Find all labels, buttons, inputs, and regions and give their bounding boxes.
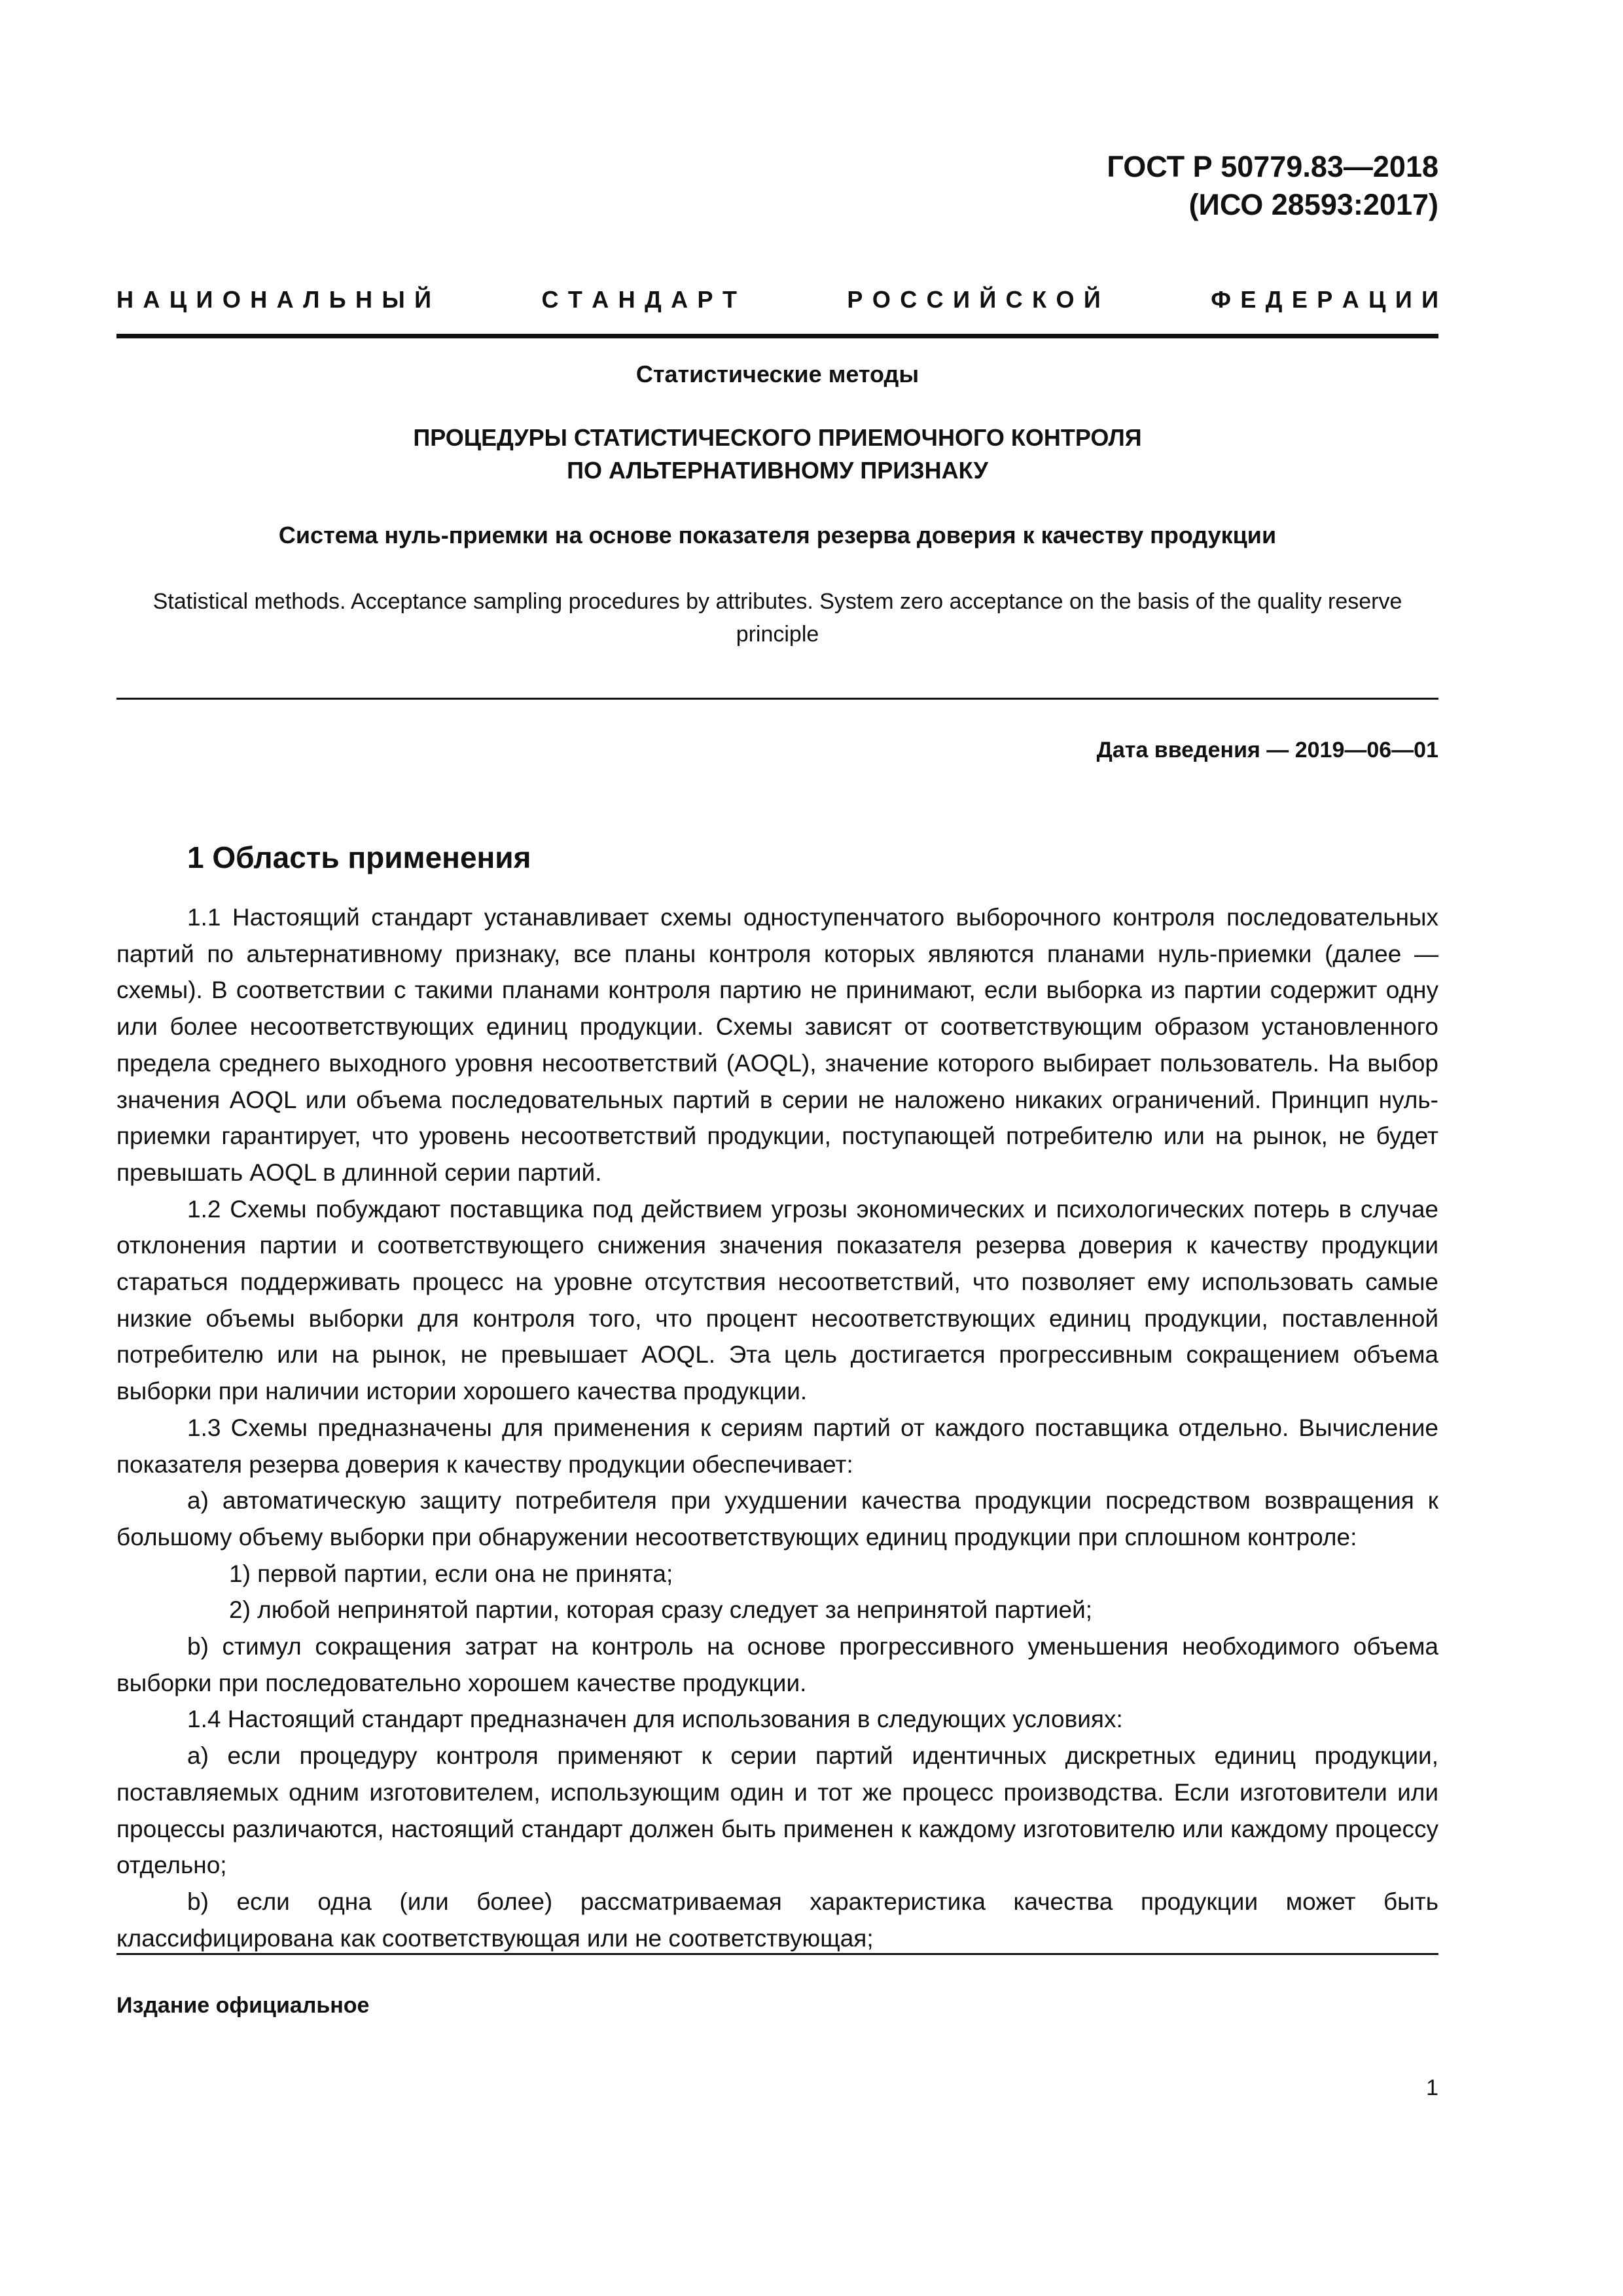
sub-list-item: 1) первой партии, если она не принята; xyxy=(229,1560,673,1587)
standard-designation xyxy=(1107,148,1438,224)
section-heading: 1 Область применения xyxy=(187,840,531,874)
paragraph: 1.1 Настоящий стандарт устанавливает схемы одноступенчатого выборочного контроля последовательных партий по альтернативному признаку, все планы контроля которых являются планами нуль-приемки (далее — схемы). В соответствии с такими планами контроля партию не принимают, если выборка из партии содержит одну или более несоответствующих единиц продукции. Схемы зависят от соответствующим образом установленного предела среднего выходного уровня несоответствий (AOQL), значение которого выбирает пользователь. На выбор значения AOQL или объема последовательных партий в серии не наложено никаких ограничений. Принцип нуль-приемки гарантирует, что уровень несоответствий продукции, поступающей потребителю или на рынок, не будет превышать AOQL в длинной серии партий. xyxy=(116,904,1438,1186)
subtitle: Система нуль-приемки на основе показателя резерва доверия к качеству продукции xyxy=(278,522,1277,548)
main-title-line: ПО АЛЬТЕРНАТИВНОМУ ПРИЗНАКУ xyxy=(567,457,988,484)
sub-list-item: 2) любой непринятой партии, которая сразу следует за непринятой партией; xyxy=(229,1596,1093,1624)
subject-heading: Статистические методы xyxy=(635,361,919,387)
title-rule xyxy=(116,698,1438,700)
list-item: b) стимул сокращения затрат на контроль на основе прогрессивного уменьшения необходимого объема выборки при последовательно хорошем качестве продукции. xyxy=(116,1633,1438,1696)
standard-number: ГОСТ Р 50779.83—2018 xyxy=(1107,150,1438,183)
main-title xyxy=(116,422,1438,487)
list-item: a) автоматическую защиту потребителя при ухудшении качества продукции посредством возвращения к большому объему выборки при обнаружении несоответствующих единиц продукции при сплошном контроле: xyxy=(116,1487,1438,1551)
page-number: 1 xyxy=(1426,2075,1438,2100)
paragraph: 1.2 Схемы побуждают поставщика под действием угрозы экономических и психологических потерь в случае отклонения партии и соответствующего снижения значения показателя резерва доверия к качеству продукции стараться поддерживать процесс на уровне отсутствия несоответствий, что позволяет ему использовать самые низкие объемы выборки для контроля того, что процент несоответствующих единиц продукции, поставленной потребителю или на рынок, не превышает AOQL. Эта цель достигается прогрессивным сокращением объема выборки при наличии истории хорошего качества продукции. xyxy=(116,1195,1438,1405)
national-standard-banner xyxy=(116,285,1438,314)
footer-rule xyxy=(116,1953,1438,1955)
banner-word: С Т А Н Д А Р Т xyxy=(541,286,737,313)
iso-number: (ИСО 28593:2017) xyxy=(1188,188,1438,221)
list-item: b) если одна (или более) рассматриваемая характеристика качества продукции может быть классифицирована как соответствующая или не соответствующая; xyxy=(116,1888,1438,1952)
main-title-line: ПРОЦЕДУРЫ СТАТИСТИЧЕСКОГО ПРИЕМОЧНОГО КОНТРОЛЯ xyxy=(413,424,1142,451)
banner-word: Р О С С И Й С К О Й xyxy=(847,286,1101,313)
list-item: a) если процедуру контроля применяют к серии партий идентичных дискретных единиц продукции, поставляемых одним изготовителем, использующим один и тот же процесс производства. Если изготовители или процессы различаются, настоящий стандарт должен быть применен к каждому изготовителю или каждому процессу отдельно; xyxy=(116,1742,1438,1879)
official-edition-label: Издание официальное xyxy=(116,1993,370,2018)
paragraph: 1.3 Схемы предназначены для применения к сериям партий от каждого поставщика отдельно. Вычисление показателя резерва доверия к качеству продукции обеспечивает: xyxy=(116,1414,1438,1478)
banner-word: Ф Е Д Е Р А Ц И И xyxy=(1211,286,1438,313)
english-title: Statistical methods. Acceptance sampling procedures by attributes. System zero acceptance on the basis of the quality reserve principle xyxy=(152,589,1402,647)
paragraph: 1.4 Настоящий стандарт предназначен для использования в следующих условиях: xyxy=(187,1706,1123,1733)
banner-rule xyxy=(116,334,1438,338)
banner-word: Н А Ц И О Н А Л Ь Н Ы Й xyxy=(116,286,431,313)
introduction-date: Дата введения — 2019—06—01 xyxy=(1096,738,1438,762)
section-body xyxy=(116,899,1438,1956)
